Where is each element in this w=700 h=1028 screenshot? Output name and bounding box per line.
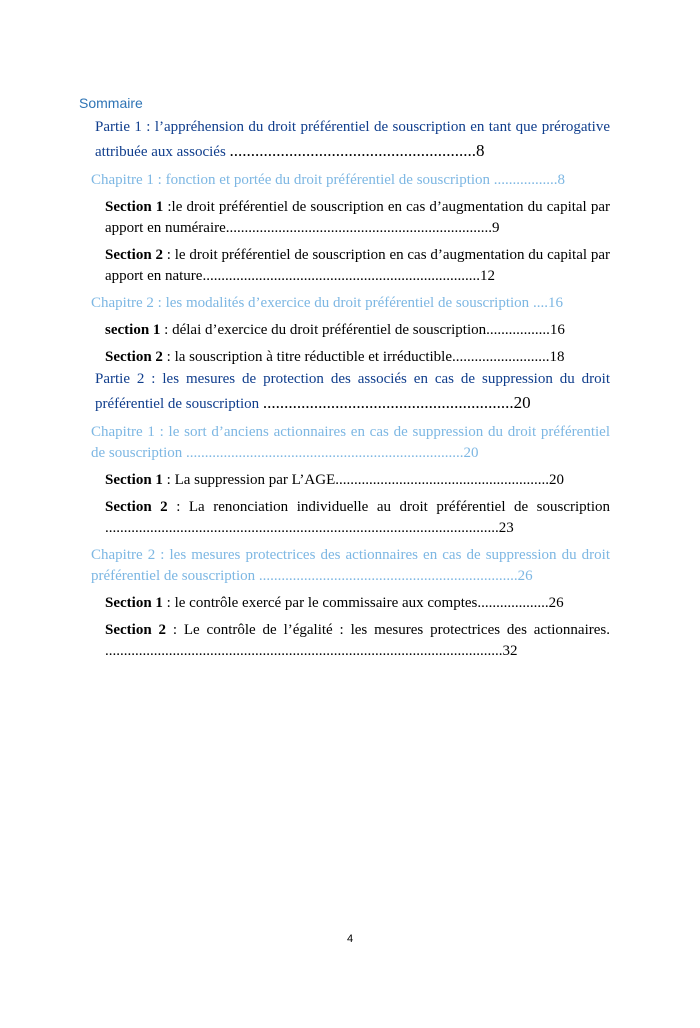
toc-entry-lead: Section 2: [105, 499, 168, 515]
page-number: 4: [346, 933, 354, 945]
toc-entry-lead: section 1: [105, 322, 161, 338]
toc-entry-leader: ..........................................................................................................: [105, 643, 503, 659]
toc-entry-chapter[interactable]: [91, 293, 610, 314]
toc-entry-title: Chapitre 2 : les mesures protectrices des actionnaires en cas de suppression du droit préférentiel de souscription: [91, 547, 610, 584]
toc-entry-title: : le contrôle exercé par le commissaire aux comptes: [162, 595, 478, 611]
toc-entry-leader: .......................................................................: [225, 220, 493, 236]
toc-entry-leader: ..........................: [452, 349, 550, 365]
toc-entry-section[interactable]: [91, 347, 610, 368]
toc-entry-part[interactable]: [91, 116, 610, 164]
toc-entry-title: Partie 1 : l’appréhension du droit préférentiel de souscription en tant que prérogative attribuée aux associés: [95, 119, 610, 160]
toc-entry-page-number: 18: [549, 349, 565, 365]
toc-entry-title: Chapitre 2 : les modalités d’exercice du droit préférentiel de souscription: [91, 295, 533, 311]
toc-entry-page-number: 8: [557, 172, 566, 188]
toc-entry-lead: Section 2: [105, 247, 163, 263]
toc-entry-page-number: 16: [547, 295, 563, 311]
toc-entry-leader: ....: [532, 295, 548, 311]
toc-entry-leader: .........................................................................................................: [105, 520, 499, 536]
toc-entry-page-number: 9: [492, 220, 500, 236]
toc-entry-section[interactable]: [91, 320, 610, 341]
toc-heading: Sommaire: [79, 95, 143, 111]
toc-entry-page-number: 20: [513, 393, 531, 412]
toc-entry-title: : La suppression par L’AGE: [162, 472, 336, 488]
toc-entry-lead: Section 1: [105, 472, 163, 488]
toc-entry-leader: ...........................................................: [262, 393, 514, 412]
toc-entry-chapter[interactable]: [91, 545, 610, 587]
toc-entry-page-number: 26: [517, 568, 533, 584]
toc-entry-title: Chapitre 1 : le sort d’anciens actionnaires en cas de suppression du droit préférentiel de souscription: [91, 424, 610, 461]
toc-entry-title: : délai d’exercice du droit préférentiel de souscription: [160, 322, 487, 338]
toc-entry-section[interactable]: [91, 620, 610, 662]
toc-entry-leader: .................: [493, 172, 558, 188]
toc-entry-leader: ...................: [477, 595, 549, 611]
toc-entry-page-number: 16: [549, 322, 565, 338]
toc-entry-chapter[interactable]: [91, 170, 610, 191]
toc-entry-leader: ..........................................................: [229, 141, 477, 160]
toc-entry-title: : le droit préférentiel de souscription en cas d’augmentation du capital par apport en nature: [105, 247, 610, 284]
toc-entry-page-number: 20: [549, 472, 565, 488]
toc-entry-section[interactable]: [91, 593, 610, 614]
toc-entry-leader: ..........................................................................: [202, 268, 480, 284]
toc-entry-section[interactable]: [91, 497, 610, 539]
toc-entry-lead: Section 2: [105, 622, 167, 638]
toc-entry-title: : Le contrôle de l’égalité : les mesures protectrices des actionnaires.: [166, 622, 610, 638]
toc-entry-page-number: 8: [476, 141, 485, 160]
toc-entry-title: : La renonciation individuelle au droit préférentiel de souscription: [167, 499, 610, 515]
toc-entry-lead: Section 1: [105, 595, 163, 611]
toc-entry-lead: Section 2: [105, 349, 163, 365]
toc-entry-title: Partie 2 : les mesures de protection des associés en cas de suppression du droit préférentiel de souscription: [95, 371, 610, 412]
toc-entry-section[interactable]: [91, 197, 610, 239]
toc-entry-lead: Section 1: [105, 199, 164, 215]
toc-entry-page-number: 26: [548, 595, 564, 611]
toc-entry-page-number: 23: [498, 520, 514, 536]
toc-entry-section[interactable]: [91, 245, 610, 287]
toc-entry-title: Chapitre 1 : fonction et portée du droit préférentiel de souscription: [91, 172, 494, 188]
toc-entry-title: :le droit préférentiel de souscription en cas d’augmentation du capital par apport en numéraire: [105, 199, 610, 236]
toc-entry-leader: .....................................................................: [258, 568, 518, 584]
toc-entry-page-number: 32: [502, 643, 518, 659]
toc-entry-leader: .........................................................: [335, 472, 550, 488]
toc-entry-leader: .................: [486, 322, 550, 338]
toc-entry-leader: ..........................................................................: [186, 445, 464, 461]
toc-entry-title: : la souscription à titre réductible et irréductible: [162, 349, 452, 365]
toc-entry-chapter[interactable]: [91, 422, 610, 464]
toc-entry-page-number: 20: [463, 445, 479, 461]
toc-entry-section[interactable]: [91, 470, 610, 491]
table-of-contents: [91, 116, 610, 662]
toc-entry-page-number: 12: [479, 268, 495, 284]
toc-entry-part[interactable]: [91, 368, 610, 416]
